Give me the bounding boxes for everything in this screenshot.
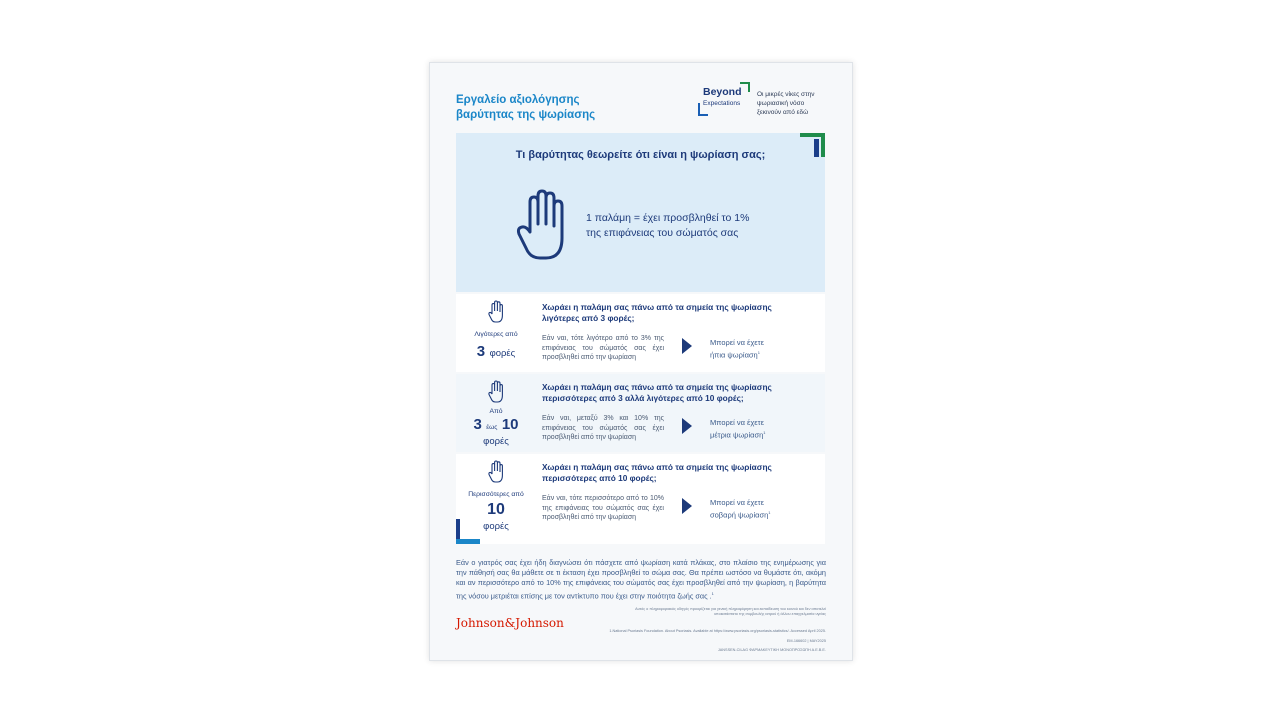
count-label: 3 έως 10 bbox=[473, 416, 519, 433]
row-question: Χωράει η παλάμη σας πάνω από τα σημεία της ψωρίασης λιγότερες από 3 φορές; bbox=[542, 302, 772, 323]
hand-icon bbox=[488, 460, 504, 484]
johnson-johnson-logo: Johnson&Johnson bbox=[456, 616, 564, 630]
company-name: JANSSEN-CILAG ΦΑΡΜΑΚΕΥΤΙΚΗ ΜΟΝΟΠΡΟΣΩΠΗ Α.Ε.Β.Ε. bbox=[717, 648, 826, 652]
corner-accent-navy bbox=[814, 139, 819, 157]
hand-icon bbox=[488, 380, 504, 404]
reference: 1.National Psoriasis Foundation. About Psoriasis. Available at https://www.psoriasis.org/psoriasis-statistics/. Accessed April 2025. bbox=[609, 629, 826, 633]
row-result: Μπορεί να έχετε σοβαρή ψωρίαση$^1$ bbox=[710, 498, 771, 520]
hero-question: Τι βαρύτητας θεωρείτε ότι είναι η ψωρίαση σας; bbox=[515, 149, 766, 161]
disclaimer: Αυτός ο πληροφοριακός οδηγός προορίζεται για γενική πληροφόρηση και εκπαίδευση του κοινού και δεν αποτελεί υποκατάστατο της συμβουλής ιατρού ή άλλου επαγγελματία υγείας bbox=[635, 607, 826, 616]
footer-note: Εάν ο γιατρός σας έχει ήδη διαγνώσει ότι πάσχετε από ψωρίαση κατά πλάκας, στο πλαίσιο της ενημέρωσης για την πάθησή σας θα μάθετε σε τι έκταση έχει προσβληθεί το σώμα σας. Θα πρέπει ωστόσο να θυμάστε ότι, ακόμη και αν περισσότερο από το 10% της επιφάνειας του σώματός σας έχει προσβληθεί από την ψωρίαση, η βαρύτητα της νόσου μετριέται επίσης με τον αντίκτυπο που έχει στην ποιότητα ζωής σας .$^1$ bbox=[456, 558, 826, 601]
arrow-right-icon bbox=[682, 498, 692, 514]
corner-accent-blue-bottom bbox=[456, 539, 480, 544]
corner-accent-green-vertical bbox=[821, 133, 825, 157]
page-title: Εργαλείο αξιολόγησης βαρύτητας της ψωρίασης bbox=[456, 94, 596, 121]
hero-panel bbox=[456, 133, 825, 292]
row-description: Εάν ναι, μεταξύ 3% και 10% της επιφάνειας του σώματός σας έχει προσβληθεί από την ψωρίαση bbox=[542, 415, 664, 441]
arrow-right-icon bbox=[682, 418, 692, 434]
row-result: Μπορεί να έχετε ήπια ψωρίαση$^1$ bbox=[710, 338, 764, 360]
hand-icon bbox=[488, 300, 504, 324]
arrow-right-icon bbox=[682, 338, 692, 354]
severity-row-mild: Λιγότερες από 3 φορές Χωράει η παλάμη σας πάνω από τα σημεία της ψωρίασης λιγότερες από 3 φορές; Εάν ναι, τότε λιγότερο από το 3% της επιφάνειας του σώματός σας έχει προσβληθεί από την ψωρίαση Μπορεί να έχετε ήπια ψωρίαση$^1$ bbox=[456, 294, 825, 372]
row-question: Χωράει η παλάμη σας πάνω από τα σημεία της ψωρίασης περισσότερες από 3 αλλά λιγότερες από 10 φορές; bbox=[542, 382, 772, 403]
document-code: EM-166602 | MAY2025 bbox=[786, 639, 826, 643]
row-description: Εάν ναι, τότε περισσότερο από το 10% της επιφάνειας του σώματός σας έχει προσβληθεί από την ψωρίαση bbox=[542, 495, 664, 521]
hero-text: 1 παλάμη = έχει προσβληθεί το 1% της επιφάνειας του σώματός σας bbox=[586, 212, 750, 239]
count-label: 3 φορές bbox=[476, 343, 516, 360]
row-result: Μπορεί να έχετε μέτρια ψωρίαση$^1$ bbox=[710, 418, 766, 440]
row-question: Χωράει η παλάμη σας πάνω από τα σημεία της ψωρίασης περισσότερες από 10 φορές; bbox=[542, 462, 772, 483]
row-description: Εάν ναι, τότε λιγότερο από το 3% της επιφάνειας του σώματός σας έχει προσβληθεί από την ψωρίαση bbox=[542, 335, 664, 361]
hand-icon bbox=[516, 188, 570, 264]
document-sheet bbox=[429, 62, 853, 661]
tagline: Οι μικρές νίκες στην ψωριασική νόσο ξεκινούν από εδώ bbox=[757, 91, 815, 116]
severity-row-moderate: Από 3 έως 10 φορές Χωράει η παλάμη σας πάνω από τα σημεία της ψωρίασης περισσότερες από 3 αλλά λιγότερες από 10 φορές; Εάν ναι, μεταξύ 3% και 10% της επιφάνειας του σώματός σας έχει προσβληθεί από την ψωρίαση Μπορεί να έχετε μέτρια ψωρίαση$^1$ bbox=[456, 374, 825, 452]
beyond-expectations-logo: Beyond Expectations bbox=[698, 82, 754, 116]
severity-row-severe: Περισσότερες από 10 φορές Χωράει η παλάμη σας πάνω από τα σημεία της ψωρίασης περισσότερες από 10 φορές; Εάν ναι, τότε περισσότερο από το 10% της επιφάνειας του σώματός σας έχει προσβληθεί από την ψωρίαση Μπορεί να έχετε σοβαρή ψωρίαση$^1$ bbox=[456, 454, 825, 544]
